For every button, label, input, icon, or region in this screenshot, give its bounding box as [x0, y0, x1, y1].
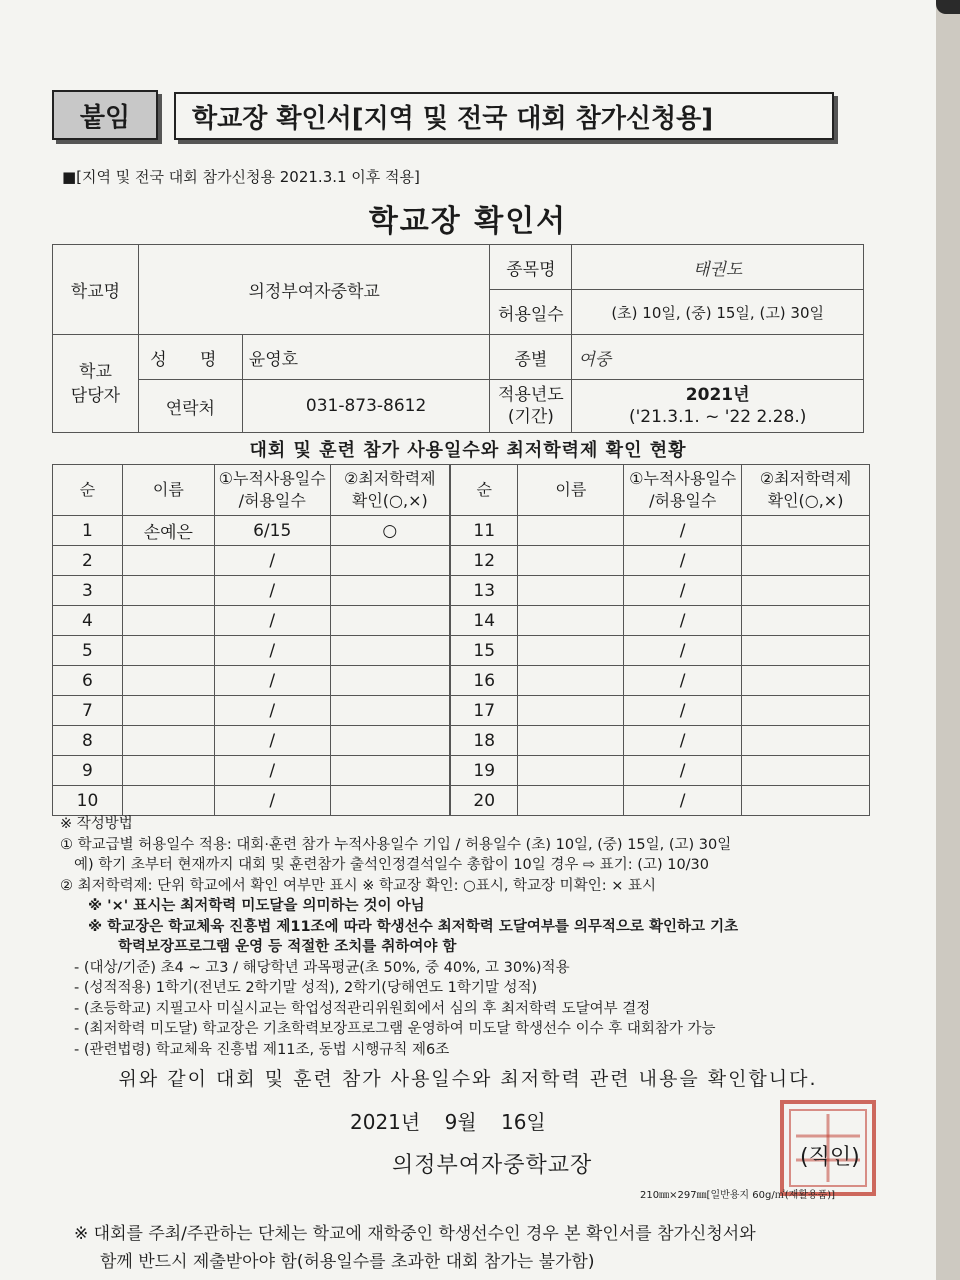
- col-days-left: ①누적사용일수 /허용일수: [214, 465, 330, 516]
- col-academic-right: ②최저학력제 확인(○,×): [742, 465, 870, 516]
- row-days: 6/15: [214, 516, 330, 546]
- row-name: [518, 636, 624, 666]
- detail-2: - (성적적용) 1학기(전년도 2학기말 성적), 2학기(당해연도 1학기말 성적): [74, 980, 538, 996]
- row-days: /: [624, 606, 742, 636]
- row-academic: [742, 786, 870, 816]
- contact-label: 연락처: [138, 380, 242, 433]
- row-no: 2: [53, 546, 123, 576]
- row-academic: ○: [330, 516, 450, 546]
- row-name: [122, 696, 214, 726]
- instructions: [60, 814, 880, 1060]
- issue-date: 2021년 9월 16일: [350, 1110, 546, 1134]
- footer-line-2: 함께 반드시 제출받아야 함(허용일수를 초과한 대회 참가는 불가함): [100, 1252, 595, 1272]
- col-name-right: 이름: [518, 465, 624, 516]
- row-academic: [742, 756, 870, 786]
- detail-1: - (대상/기준) 초4 ~ 고3 / 해당학년 과목평균(초 50%, 중 40%, 고 30%)적용: [74, 959, 570, 976]
- table-row: [53, 696, 870, 726]
- row-days: /: [624, 666, 742, 696]
- col-no-right: 순: [450, 465, 518, 516]
- row-days: /: [624, 696, 742, 726]
- school-label: 학교명: [53, 245, 139, 335]
- row-no: 19: [450, 756, 518, 786]
- confirmation-statement: 위와 같이 대회 및 훈련 참가 사용일수와 최저학력 관련 내용을 확인합니다.: [118, 1068, 818, 1090]
- paper-spec: 210㎜×297㎜[일반용지 60g/㎡(재활용품)]: [640, 1190, 836, 1201]
- note-3: ※ '×' 표시는 최저학력 미도달을 의미하는 것이 아님: [88, 898, 425, 914]
- row-days: /: [624, 636, 742, 666]
- row-name: [518, 576, 624, 606]
- table-row: [53, 606, 870, 636]
- row-days: /: [214, 786, 330, 816]
- table-row: [53, 516, 870, 546]
- row-no: 1: [53, 516, 123, 546]
- row-academic: [330, 606, 450, 636]
- seal-label: (직인): [800, 1145, 860, 1170]
- page-corner: [936, 0, 960, 14]
- principal-signature-line: 의정부여자중학교장: [392, 1153, 593, 1178]
- school-name: 의정부여자중학교: [138, 245, 490, 335]
- row-no: 8: [53, 726, 123, 756]
- row-days: /: [214, 726, 330, 756]
- row-name: [122, 576, 214, 606]
- row-academic: [330, 576, 450, 606]
- row-no: 6: [53, 666, 123, 696]
- row-name: [122, 756, 214, 786]
- note-4: ※ 학교장은 학교체육 진흥법 제11조에 따라 학생선수 최저학력 도달여부를 의무적으로 확인하고 기초: [88, 918, 739, 935]
- contact-phone: 031-873-8612: [242, 380, 490, 433]
- year-cell: [572, 380, 864, 433]
- info-table: [52, 244, 864, 433]
- header-title: 학교장 확인서[지역 및 전국 대회 참가신청용]: [174, 92, 834, 140]
- row-no: 3: [53, 576, 123, 606]
- row-name: [122, 786, 214, 816]
- table-header-row: [53, 465, 870, 516]
- document-title: 학교장 확인서: [368, 204, 568, 239]
- row-days: /: [624, 576, 742, 606]
- row-days: /: [214, 576, 330, 606]
- row-days: /: [624, 546, 742, 576]
- table-row: [53, 786, 870, 816]
- gender-value: 여중: [572, 335, 864, 380]
- manager-name: 윤영호: [242, 335, 490, 380]
- row-days: /: [624, 786, 742, 816]
- row-name: [122, 606, 214, 636]
- attachment-tag: 붙임: [52, 90, 158, 140]
- row-name: [518, 696, 624, 726]
- col-no-left: 순: [53, 465, 123, 516]
- note-1b: 예) 학기 초부터 현재까지 대회 및 훈련참가 출석인정결석일수 총합이 10일 경우 ⇨ 표기: (고) 10/30: [74, 857, 710, 873]
- row-no: 16: [450, 666, 518, 696]
- row-days: /: [214, 546, 330, 576]
- manager-label: 학교 담당자: [53, 335, 139, 433]
- row-academic: [330, 636, 450, 666]
- row-academic: [330, 756, 450, 786]
- table-row: [53, 546, 870, 576]
- row-name: [518, 726, 624, 756]
- detail-3: - (초등학교) 지필고사 미실시교는 학업성적관리위원회에서 심의 후 최저학력 도달여부 결정: [74, 1000, 651, 1017]
- year-value: 2021년: [685, 385, 750, 405]
- section-title: 대회 및 훈련 참가 사용일수와 최저학력제 확인 현황: [249, 440, 687, 461]
- row-academic: [330, 696, 450, 726]
- table-row: [53, 726, 870, 756]
- background-edge: [936, 0, 960, 1280]
- row-name: [122, 666, 214, 696]
- row-no: 12: [450, 546, 518, 576]
- gender-label: 종별: [490, 335, 572, 380]
- row-name: [518, 756, 624, 786]
- row-days: /: [624, 516, 742, 546]
- row-days: /: [624, 756, 742, 786]
- allowed-days-label: 허용일수: [490, 290, 572, 335]
- footer-note: [74, 1220, 894, 1276]
- row-name: [122, 546, 214, 576]
- table-row: [53, 756, 870, 786]
- row-name: [518, 666, 624, 696]
- row-no: 10: [53, 786, 123, 816]
- row-academic: [330, 546, 450, 576]
- row-days: /: [214, 666, 330, 696]
- table-row: [53, 666, 870, 696]
- row-days: /: [214, 696, 330, 726]
- footer-line-1: ※ 대회를 주최/주관하는 단체는 학교에 재학중인 학생선수인 경우 본 확인서를 참가신청서와: [74, 1224, 756, 1244]
- row-no: 4: [53, 606, 123, 636]
- row-academic: [742, 726, 870, 756]
- detail-4: - (최저학력 미도달) 학교장은 기초학력보장프로그램 운영하여 미도달 학생선수 이수 후 대회참가 가능: [74, 1021, 716, 1037]
- notes-heading: ※ 작성방법: [60, 816, 133, 832]
- row-academic: [742, 666, 870, 696]
- row-no: 14: [450, 606, 518, 636]
- row-days: /: [214, 636, 330, 666]
- note-4b: 학력보장프로그램 운영 등 적절한 조치를 취하여야 함: [118, 939, 457, 955]
- year-label: 적용년도 (기간): [490, 380, 572, 433]
- row-academic: [742, 546, 870, 576]
- row-no: 5: [53, 636, 123, 666]
- row-name: [518, 786, 624, 816]
- event-label: 종목명: [490, 245, 572, 290]
- table-row: [53, 576, 870, 606]
- row-no: 11: [450, 516, 518, 546]
- period-value: ('21.3.1. ~ '22 2.28.): [628, 407, 807, 427]
- row-academic: [742, 636, 870, 666]
- row-name: [518, 516, 624, 546]
- row-academic: [742, 696, 870, 726]
- row-no: 9: [53, 756, 123, 786]
- row-name: [122, 726, 214, 756]
- note-1a: ① 학교급별 허용일수 적용: 대회·훈련 참가 누적사용일수 기입 / 허용일수 (초) 10일, (중) 15일, (고) 30일: [60, 836, 732, 853]
- note-2: ② 최저학력제: 단위 학교에서 확인 여부만 표시 ※ 학교장 확인: ○표시, 학교장 미확인: × 표시: [60, 877, 656, 894]
- row-academic: [330, 726, 450, 756]
- row-name: [518, 546, 624, 576]
- row-no: 13: [450, 576, 518, 606]
- applicability-note: ■[지역 및 전국 대회 참가신청용 2021.3.1 이후 적용]: [62, 168, 420, 186]
- row-no: 7: [53, 696, 123, 726]
- row-no: 17: [450, 696, 518, 726]
- row-academic: [330, 666, 450, 696]
- row-days: /: [214, 606, 330, 636]
- participation-table: [52, 464, 870, 816]
- row-academic: [742, 576, 870, 606]
- row-days: /: [214, 756, 330, 786]
- row-academic: [330, 786, 450, 816]
- row-days: /: [624, 726, 742, 756]
- table-row: [53, 636, 870, 666]
- row-no: 20: [450, 786, 518, 816]
- row-name: [518, 606, 624, 636]
- event-value: 태권도: [572, 245, 864, 290]
- col-academic-left: ②최저학력제 확인(○,×): [330, 465, 450, 516]
- allowed-days-value: (초) 10일, (중) 15일, (고) 30일: [572, 290, 864, 335]
- col-days-right: ①누적사용일수 /허용일수: [624, 465, 742, 516]
- row-name: [122, 636, 214, 666]
- name-label: 성 명: [138, 335, 242, 380]
- row-no: 15: [450, 636, 518, 666]
- detail-5: - (관련법령) 학교체육 진흥법 제11조, 동법 시행규칙 제6조: [74, 1041, 450, 1058]
- col-name-left: 이름: [122, 465, 214, 516]
- row-no: 18: [450, 726, 518, 756]
- row-academic: [742, 606, 870, 636]
- row-name: 손예은: [122, 516, 214, 546]
- row-academic: [742, 516, 870, 546]
